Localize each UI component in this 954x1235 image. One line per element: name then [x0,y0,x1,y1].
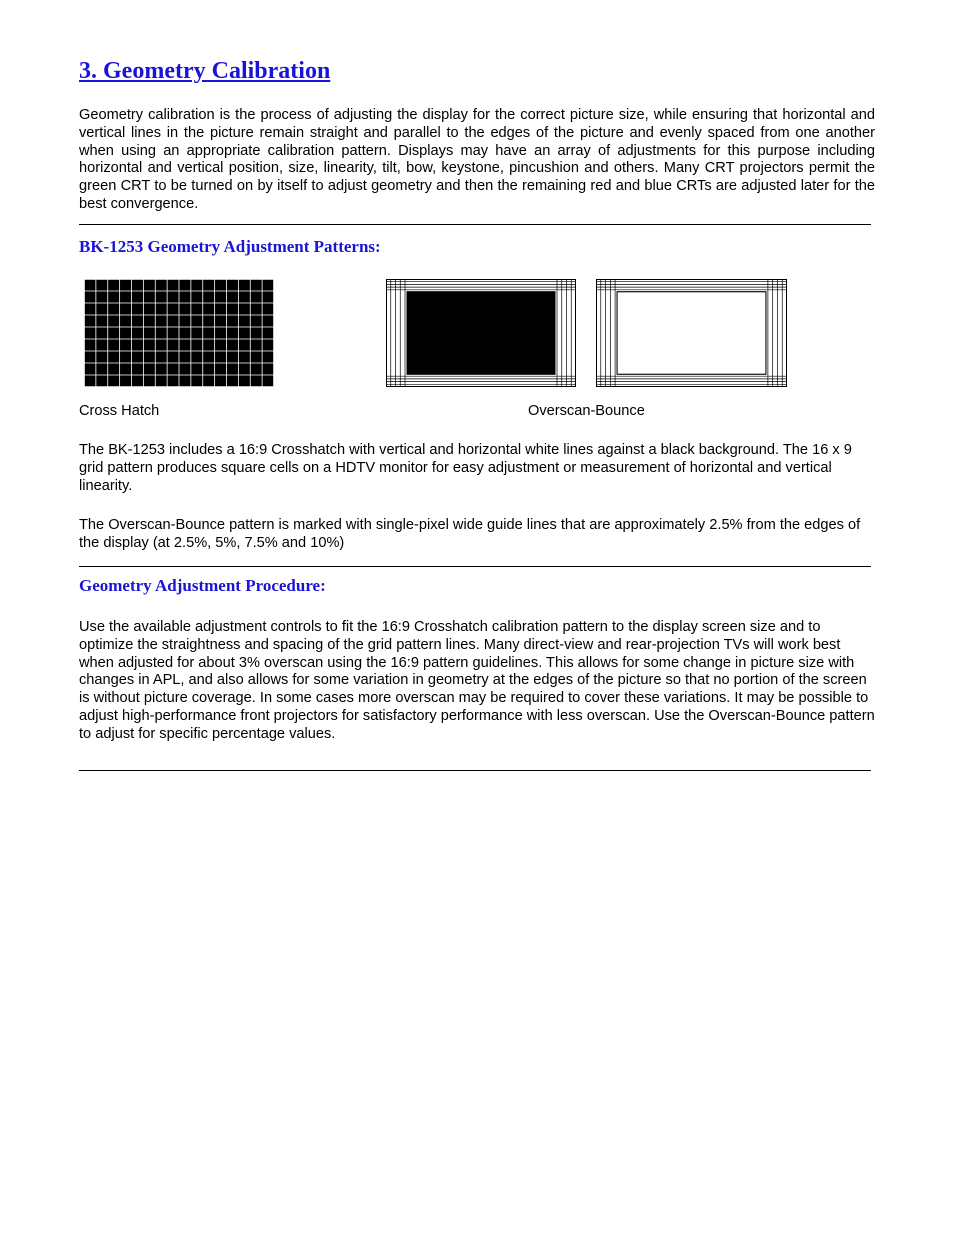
divider-1 [79,224,871,225]
divider-3 [79,770,871,771]
crosshatch-description: The BK-1253 includes a 16:9 Crosshatch with vertical and horizontal white lines against a black background. The 16 x 9 grid pattern produces square cells on a HDTV monitor for easy adjustment or measurement of horizontal and vertical linearity. [79,442,852,494]
overscan-white-center-top [617,292,766,374]
section-title: 3. Geometry Calibration [79,58,331,84]
intro-paragraph: Geometry calibration is the process of adjusting the display for the correct picture size, while ensuring that horizontal and vertical lines in the picture remain straight and parallel to the edges of the picture and evenly spaced from one another when using an appropriate calibration pattern. Displays may have an array of adjustments for this purpose including horizontal and vertical position, size, linearity, tilt, bow, keystone, pincushion and others. Many CRT projectors permit the green CRT to be turned on by itself to adjust geometry and then the remaining red and blue CRTs are adjusted later for the best convergence. [79,107,875,212]
overscan-bounce-black-image [386,279,576,387]
crosshatch-pattern-image [84,279,274,387]
overscan-black-center-top [407,292,555,374]
patterns-heading: BK-1253 Geometry Adjustment Patterns: [79,237,381,256]
crosshatch-caption: Cross Hatch [79,403,160,419]
divider-2 [79,566,871,567]
overscan-bounce-white-image [596,279,787,387]
overscan-description: The Overscan-Bounce pattern is marked with single-pixel wide guide lines that are approximately 2.5% from the edges of the display (at 2.5%, 5%, 7.5% and 10%) [79,517,861,551]
procedure-heading: Geometry Adjustment Procedure: [79,576,326,595]
procedure-paragraph: Use the available adjustment controls to fit the 16:9 Crosshatch calibration pattern to the display screen size and to optimize the straightness and spacing of the grid pattern lines. Many direct-view and rear-projection TVs will work best when adjusted for about 3% overscan using the 16:9 pattern guidelines. This allows for some change in picture size with changes in APL, and also allows for some variation in geometry at the edges of the picture so that no portion of the screen is without picture coverage. In some cases more overscan may be required to cover these variations. It may be possible to adjust high-performance front projectors for satisfactory performance with less overscan. Use the Overscan-Bounce pattern to adjust for specific percentage values. [79,619,875,742]
overscan-caption: Overscan-Bounce [528,403,645,419]
